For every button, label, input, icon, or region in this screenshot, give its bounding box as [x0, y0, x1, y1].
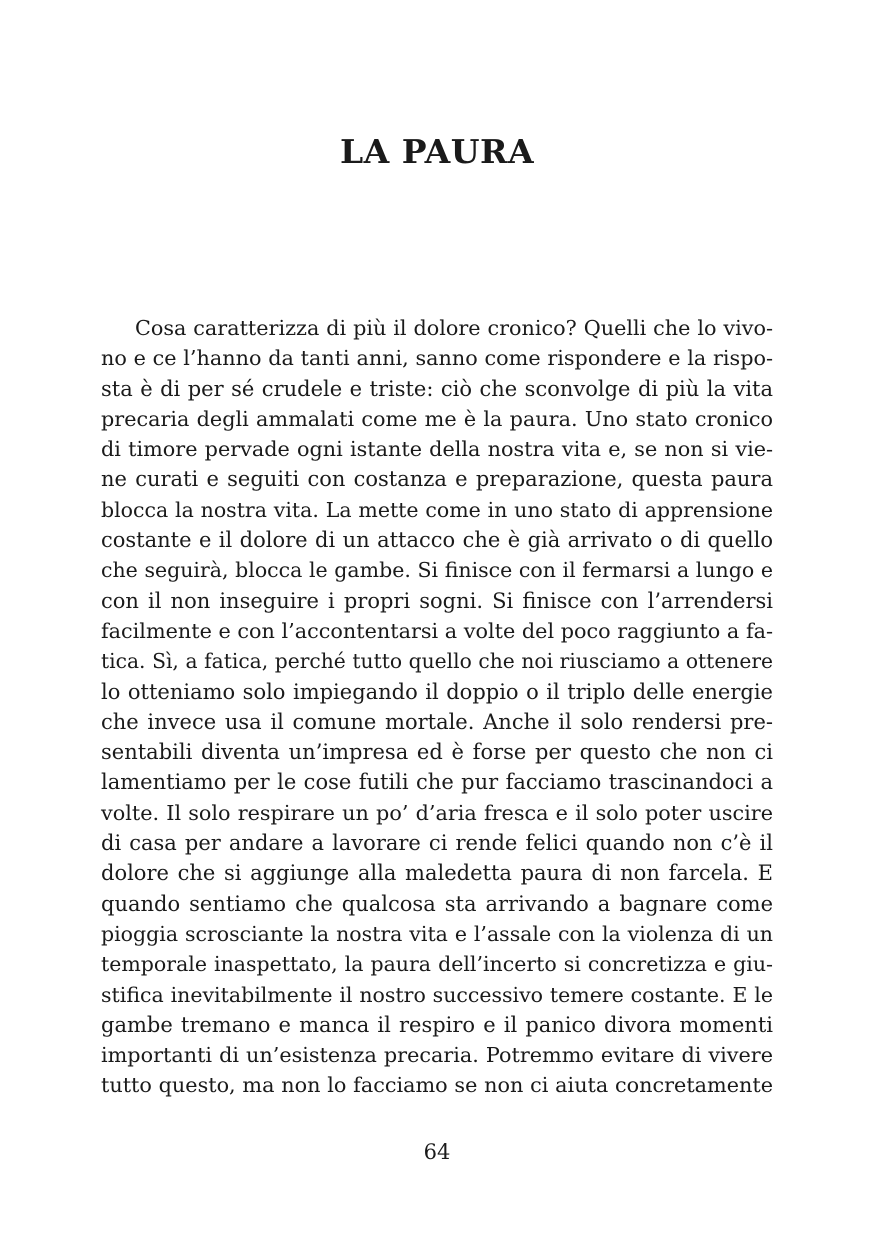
text-line: di casa per andare a lavorare ci rende felici quando non c’è il [101, 831, 773, 856]
text-line: dolore che si aggiunge alla maledetta paura di non farcela. E [101, 861, 773, 886]
text-line: importanti di un’esistenza precaria. Potremmo evitare di vivere [101, 1043, 773, 1068]
text-line: quando sentiamo che qualcosa sta arrivando a bagnare come [101, 891, 773, 916]
text-line: gambe tremano e manca il respiro e il panico divora momenti [101, 1012, 773, 1037]
text-line: che invece usa il comune mortale. Anche il solo rendersi pre- [101, 709, 773, 734]
body-paragraph [101, 313, 773, 1101]
page-number: 64 [423, 1140, 451, 1164]
text-line: pioggia scrosciante la nostra vita e l’assale con la violenza di un [101, 921, 773, 946]
text-line: volte. Il solo respirare un po’ d’aria fresca e il solo poter uscire [101, 800, 773, 825]
text-line: precaria degli ammalati come me è la paura. Uno stato cronico [101, 406, 773, 431]
text-line: facilmente e con l’accontentarsi a volte del poco raggiunto a fa- [101, 618, 773, 643]
text-line: di timore pervade ogni istante della nostra vita e, se non si vie- [101, 437, 773, 462]
text-line: blocca la nostra vita. La mette come in uno stato di apprensione [101, 497, 773, 522]
text-line: lo otteniamo solo impiegando il doppio o il triplo delle energie [101, 679, 773, 704]
text-line: tica. Sì, a fatica, perché tutto quello che noi riusciamo a ottenere [101, 649, 773, 674]
page-title: LA PAURA [339, 132, 535, 171]
text-line: temporale inaspettato, la paura dell’incerto si concretizza e giu- [101, 952, 773, 977]
text-line: Cosa caratterizza di più il dolore cronico? Quelli che lo vivo- [135, 316, 773, 340]
text-line: che seguirà, blocca le gambe. Si finisce con il fermarsi a lungo e [101, 558, 773, 583]
text-line: lamentiamo per le cose futili che pur facciamo trascinandoci a [101, 770, 773, 795]
text-line: con il non inseguire i propri sogni. Si finisce con l’arrendersi [101, 588, 773, 613]
text-line: tutto questo, ma non lo facciamo se non ci aiuta concretamente [101, 1073, 773, 1098]
text-line: sta è di per sé crudele e triste: ciò che sconvolge di più la vita [101, 376, 773, 401]
text-line: ne curati e seguiti con costanza e preparazione, questa paura [101, 467, 773, 492]
text-line: sentabili diventa un’impresa ed è forse per questo che non ci [101, 740, 773, 765]
text-line: stifica inevitabilmente il nostro successivo temere costante. E le [101, 982, 773, 1007]
text-line: costante e il dolore di un attacco che è già arrivato o di quello [101, 528, 773, 553]
text-line: no e ce l’hanno da tanti anni, sanno come rispondere e la rispo- [101, 346, 773, 371]
